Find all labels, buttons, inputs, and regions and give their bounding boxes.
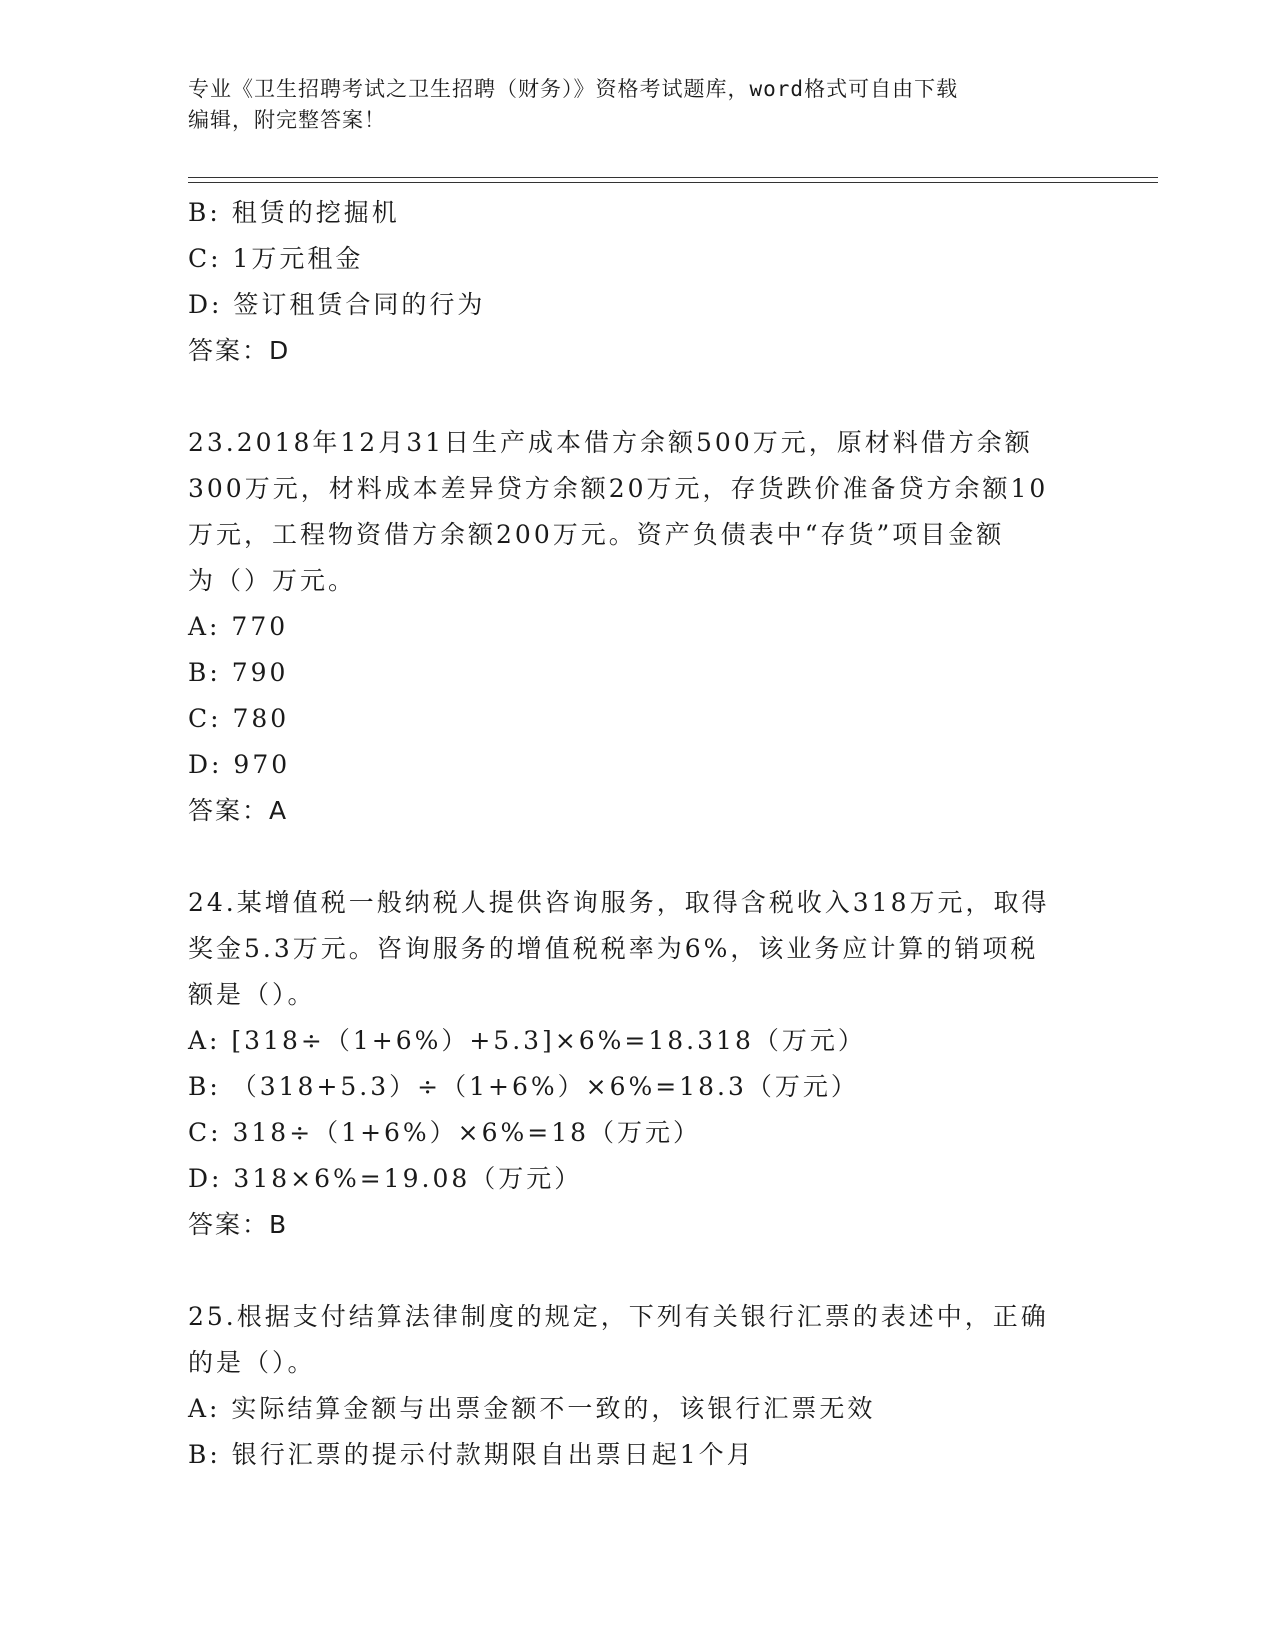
question-text-line: 额是（）。 bbox=[188, 980, 316, 1009]
option-a: A: 770 bbox=[188, 612, 289, 641]
option-d: D: 970 bbox=[188, 750, 291, 779]
question-text-line: 24.某增值税一般纳税人提供咨询服务，取得含税收入318万元，取得 bbox=[188, 888, 1050, 917]
spacer bbox=[188, 1248, 1088, 1294]
option-b: B: 银行汇票的提示付款期限自出票日起1个月 bbox=[188, 1440, 755, 1469]
header-line-2: 编辑，附完整答案！ bbox=[188, 108, 386, 132]
option-a: A: [318÷（1+6%）+5.3]×6%=18.318（万元） bbox=[188, 1026, 866, 1055]
option-b: B: 790 bbox=[188, 658, 289, 687]
answer-label: 答案：A bbox=[188, 796, 289, 825]
option-c: C: 780 bbox=[188, 704, 290, 733]
question-24 bbox=[188, 880, 1088, 1248]
header-divider bbox=[188, 177, 1158, 183]
header-line-1: 专业《卫生招聘考试之卫生招聘（财务）》资格考试题库，word格式可自由下载 bbox=[188, 77, 959, 101]
question-text-line: 25.根据支付结算法律制度的规定，下列有关银行汇票的表述中，正确 bbox=[188, 1302, 1049, 1331]
option-b: B: 租赁的挖掘机 bbox=[188, 198, 400, 227]
option-d: D: 318×6%=19.08（万元） bbox=[188, 1164, 583, 1193]
question-text-line: 23.2018年12月31日生产成本借方余额500万元，原材料借方余额 bbox=[188, 428, 1033, 457]
question-text-line: 为（）万元。 bbox=[188, 566, 357, 595]
question-text-line: 的是（）。 bbox=[188, 1348, 316, 1377]
answer-label: 答案：B bbox=[188, 1210, 289, 1239]
answer-label: 答案：D bbox=[188, 336, 291, 365]
spacer bbox=[188, 374, 1088, 420]
option-a: A: 实际结算金额与出票金额不一致的，该银行汇票无效 bbox=[188, 1394, 876, 1423]
spacer bbox=[188, 834, 1088, 880]
option-c: C: 318÷（1+6%）×6%=18（万元） bbox=[188, 1118, 702, 1147]
option-d: D: 签订租赁合同的行为 bbox=[188, 290, 486, 319]
option-c: C: 1万元租金 bbox=[188, 244, 364, 273]
question-text-line: 300万元，材料成本差异贷方余额20万元，存货跌价准备贷方余额10 bbox=[188, 474, 1049, 503]
question-25 bbox=[188, 1294, 1088, 1478]
question-content bbox=[188, 190, 1088, 1478]
prev-question bbox=[188, 190, 1088, 374]
question-text-line: 万元，工程物资借方余额200万元。资产负债表中“存货”项目金额 bbox=[188, 520, 1005, 549]
question-23 bbox=[188, 420, 1088, 834]
question-text-line: 奖金5.3万元。咨询服务的增值税税率为6%，该业务应计算的销项税 bbox=[188, 934, 1039, 963]
option-b: B: （318+5.3）÷（1+6%）×6%=18.3（万元） bbox=[188, 1072, 859, 1101]
document-header bbox=[188, 74, 1088, 136]
